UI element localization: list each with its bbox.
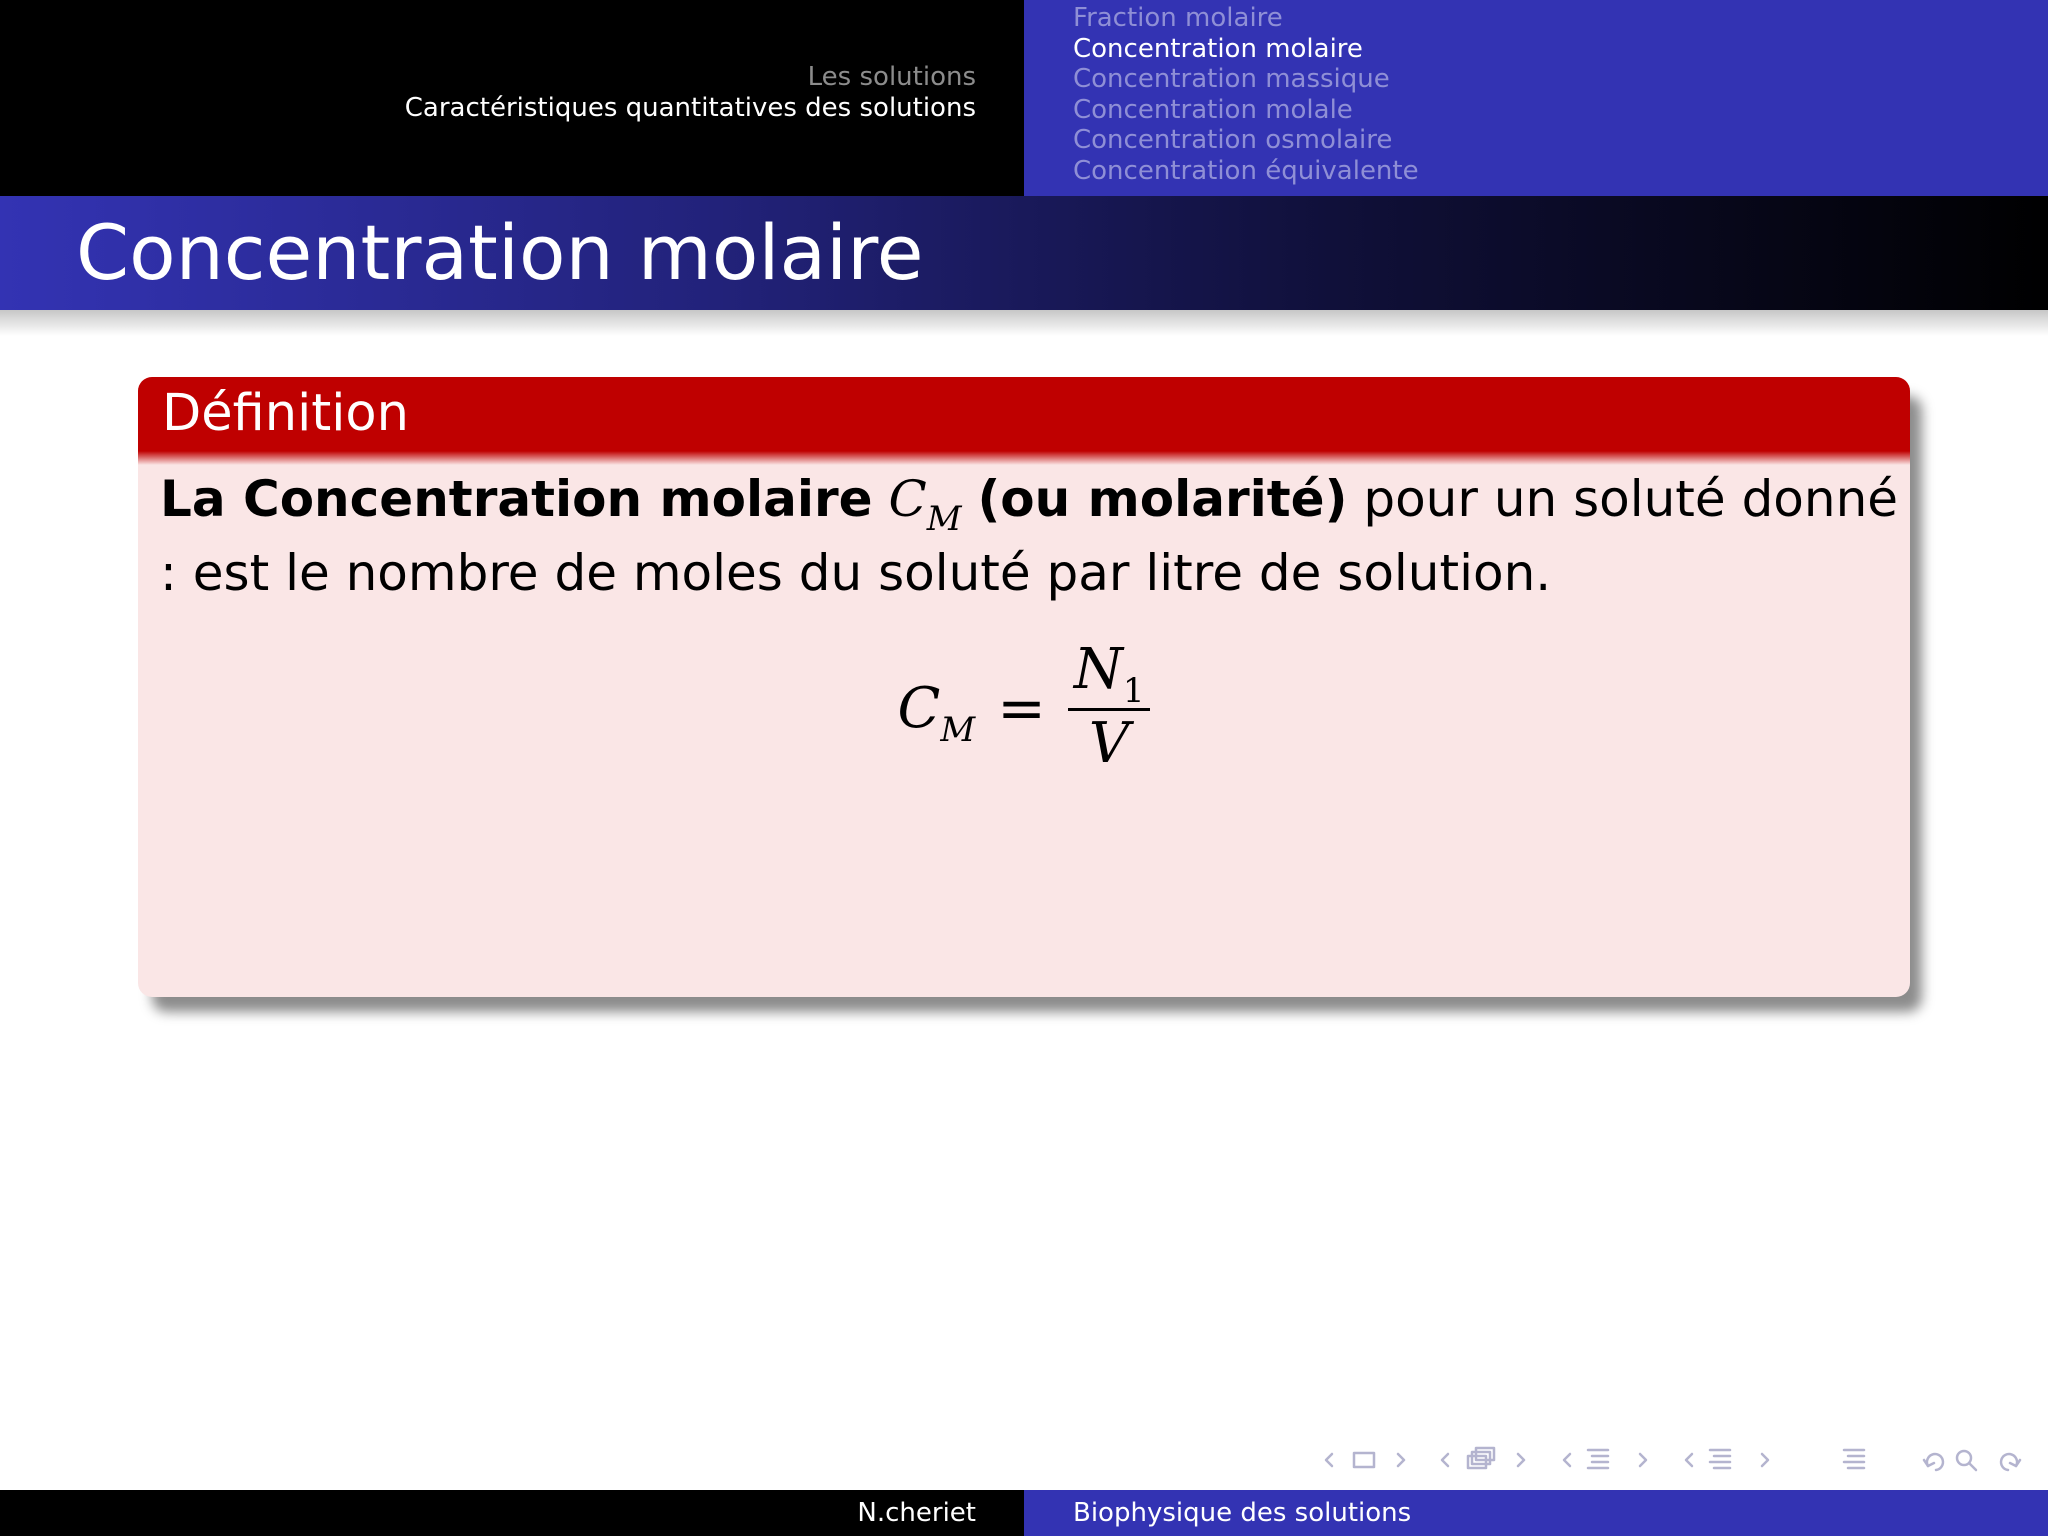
formula-fraction [1068,639,1151,777]
subsection-concentration-molaire[interactable]: Concentration molaire [1073,33,1363,64]
subsection-title-link[interactable]: Caractéristiques quantitatives des solutions [404,93,976,123]
subsection-concentration-osmolaire[interactable]: Concentration osmolaire [1073,125,1393,155]
header-right-panel [1024,0,2048,196]
navigation-symbols [1316,1444,2036,1476]
next-document-icon[interactable] [1762,1454,1768,1466]
formula [138,639,1910,777]
frame-title-shadow [0,310,2048,336]
definition-text-line-1: pour un soluté donné : [160,470,1899,602]
footer-title: Biophysique des solutions [1073,1498,1412,1528]
footer-right-panel [1024,1490,2048,1536]
footer-author: N.cheriet [857,1498,976,1528]
formula-denominator: V [1088,711,1130,776]
formula-equals: = [997,674,1046,742]
forward-icon[interactable] [2001,1454,2020,1470]
subsection-navigation [1073,3,1419,186]
subsection-icon[interactable] [1468,1448,1494,1468]
subsection-concentration-equivalente[interactable]: Concentration équivalente [1073,155,1419,186]
header-left-panel [0,0,1024,196]
formula-numerator: $N_1$ [1073,637,1145,711]
definition-term: La Concentration molaire [160,470,873,528]
prev-frame-icon[interactable] [1326,1454,1332,1466]
next-subsection-icon[interactable] [1518,1454,1524,1466]
subsection-concentration-molale[interactable]: Concentration molale [1073,94,1353,125]
document-icon[interactable] [1710,1450,1730,1468]
frame-icon[interactable] [1354,1453,1374,1467]
next-frame-icon[interactable] [1398,1454,1404,1466]
next-section-icon[interactable] [1640,1454,1646,1466]
section-icon[interactable] [1588,1450,1608,1468]
section-navigation [405,62,976,124]
prev-section-icon[interactable] [1564,1454,1570,1466]
definition-title: Définition [162,384,409,443]
symbol-cm: $C_M$ [888,470,962,539]
footer-left-panel [0,1490,1024,1536]
formula-lhs: $C_M$ [897,675,976,750]
section-link[interactable]: Les solutions [807,62,976,92]
definition-alias: (ou molarité) [977,470,1348,528]
definition-block [138,377,1910,997]
definition-block-header [138,377,1910,451]
back-icon[interactable] [1924,1454,1943,1470]
subsection-fraction-molaire[interactable]: Fraction molaire [1073,3,1283,33]
prev-document-icon[interactable] [1686,1454,1692,1466]
search-icon[interactable] [1957,1451,1976,1470]
prev-subsection-icon[interactable] [1442,1454,1448,1466]
frame-title: Concentration molaire [76,208,924,297]
appendix-icon[interactable] [1844,1450,1864,1468]
definition-header-fade [138,451,1910,465]
subsection-concentration-massique[interactable]: Concentration massique [1073,64,1390,94]
definition-text-line-2: est le nombre de moles du soluté par litre de solution. [192,544,1552,602]
definition-text [160,465,1900,607]
